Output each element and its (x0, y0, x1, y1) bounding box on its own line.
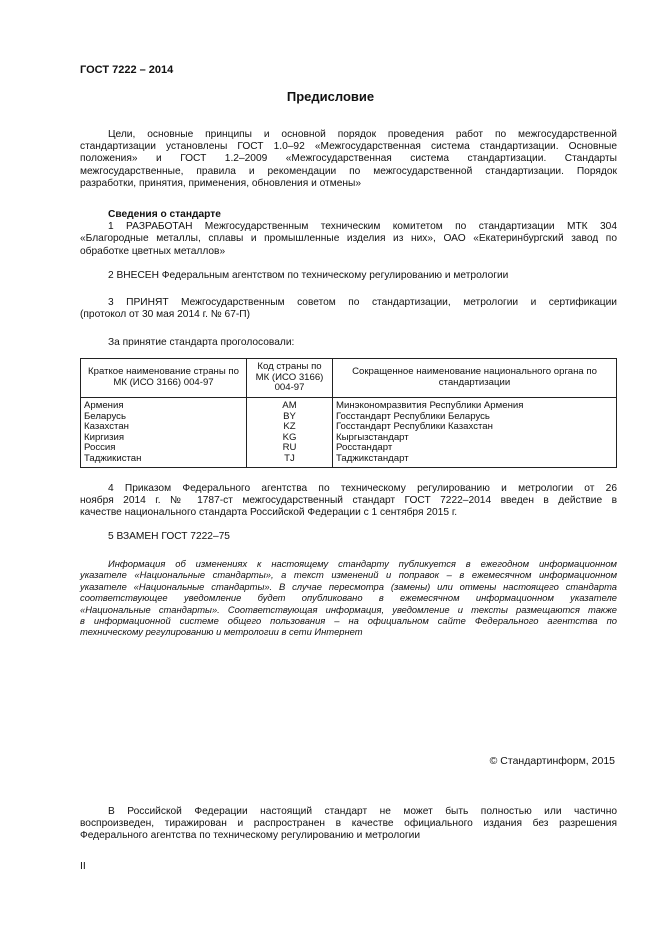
text-line: техническому регулированию и метрологии в сети Интернет (80, 626, 363, 638)
table-row (81, 398, 617, 412)
table-header-row (81, 359, 617, 398)
text-line: соответствующее уведомление будет опубликовано в ежемесячном информационном указателе (80, 592, 617, 604)
info-notice (80, 558, 617, 638)
code-cell: TJ (247, 454, 333, 467)
text-line: ноября 2014 г. № 1787-ст межгосударственный стандарт ГОСТ 7222–2014 введен в действие в (80, 495, 617, 507)
body-cell: Кыргызстандарт (333, 433, 617, 444)
item-5 (80, 531, 617, 543)
country-cell: Армения (81, 398, 247, 412)
intro-paragraph (80, 129, 617, 190)
text-line: 2 ВНЕСЕН Федеральным агентством по техническому регулированию и метрологии (108, 270, 509, 281)
text-line: межгосударственные, правила и рекомендации по межгосударственной стандартизации. Порядок (80, 165, 617, 177)
vote-intro (80, 337, 617, 349)
text-line: «Благородные металлы, сплавы и промышленные изделия из них», ОАО «Екатеринбургский завод по (80, 233, 617, 245)
text-line: 5 ВЗАМЕН ГОСТ 7222–75 (108, 531, 230, 542)
text-line: Информация об изменениях к настоящему стандарту публикуется в ежегодном информационном (108, 558, 617, 569)
page-title: Предисловие (286, 89, 375, 104)
code-cell: KZ (247, 422, 333, 433)
text-line: Цели, основные принципы и основной порядок проведения работ по межгосударственной (108, 129, 617, 140)
text-line: «Национальные стандарты». Соответствующая информация, уведомление и тексты размещаются также (80, 603, 617, 615)
text-line: воспроизведен, тиражирован и распространен в качестве официального издания без разрешения (80, 818, 617, 830)
text-line: указателе «Национальные стандарты», а текст изменений и поправок – в ежемесячном информационном (80, 569, 617, 581)
body-cell: Минэкономразвития Республики Армения (333, 398, 617, 412)
body-cell: Госстандарт Республики Казахстан (333, 422, 617, 433)
voting-table (80, 358, 617, 468)
country-cell: Таджикистан (81, 454, 247, 467)
country-cell: Киргизия (81, 433, 247, 444)
country-cell: Беларусь (81, 412, 247, 423)
text-line: За принятие стандарта проголосовали: (108, 337, 295, 348)
text-line: 1 РАЗРАБОТАН Межгосударственным техническим комитетом по стандартизации МТК 304 (108, 221, 617, 233)
code-cell: RU (247, 443, 333, 454)
page-number: II (80, 860, 86, 872)
text-line: Федерального агентства по техническому регулированию и метрологии (80, 830, 421, 842)
code-cell: AM (247, 398, 333, 412)
code-cell: BY (247, 412, 333, 423)
code-cell: KG (247, 433, 333, 444)
rights-paragraph (80, 806, 617, 843)
text-line: 3 ПРИНЯТ Межгосударственным советом по стандартизации, метрологии и сертификации (108, 297, 617, 308)
copyright-notice: © Стандартинформ, 2015 (489, 755, 615, 767)
column-header-code: Код страны по МК (ИСО 3166) 004-97 (247, 359, 333, 398)
column-header-body: Сокращенное наименование национального органа по стандартизации (333, 359, 617, 398)
item-3 (80, 297, 617, 321)
text-line: 4 Приказом Федерального агентства по техническому регулированию и метрологии от 26 (108, 483, 617, 494)
body-cell: Госстандарт Республики Беларусь (333, 412, 617, 423)
text-line: положения» и ГОСТ 1.2–2009 «Межгосударственная система стандартизации. Стандарты (80, 153, 617, 165)
text-line: В Российской Федерации настоящий стандарт не может быть полностью или частично (108, 806, 617, 817)
text-line: стандартизации установлены ГОСТ 1.0–92 «Межгосударственная система стандартизации. Основные (80, 141, 617, 153)
text-line: разработки, принятия, применения, обновления и отмены» (80, 177, 362, 189)
item-2 (80, 270, 617, 282)
text-line: (протокол от 30 мая 2014 г. № 67-П) (80, 309, 250, 321)
body-cell: Таджикстандарт (333, 454, 617, 467)
doc-header: ГОСТ 7222 – 2014 (80, 64, 174, 76)
text-line: качестве национального стандарта Российской Федерации с 1 сентября 2015 г. (80, 507, 458, 519)
country-cell: Россия (81, 443, 247, 454)
text-line: в информационной системе общего пользования – на официальном сайте Федерального агентства по (80, 615, 617, 627)
column-header-country: Краткое наименование страны по МК (ИСО 3166) 004-97 (81, 359, 247, 398)
info-heading: Сведения о стандарте (108, 209, 221, 220)
body-cell: Росстандарт (333, 443, 617, 454)
country-cell: Казахстан (81, 422, 247, 433)
table-row (81, 454, 617, 467)
text-line: указателе «Национальные стандарты». В случае пересмотра (замены) или отмены настоящего стандарта (80, 580, 617, 592)
text-line: обработке цветных металлов» (80, 245, 226, 257)
info-block (80, 209, 617, 258)
item-4 (80, 483, 617, 520)
